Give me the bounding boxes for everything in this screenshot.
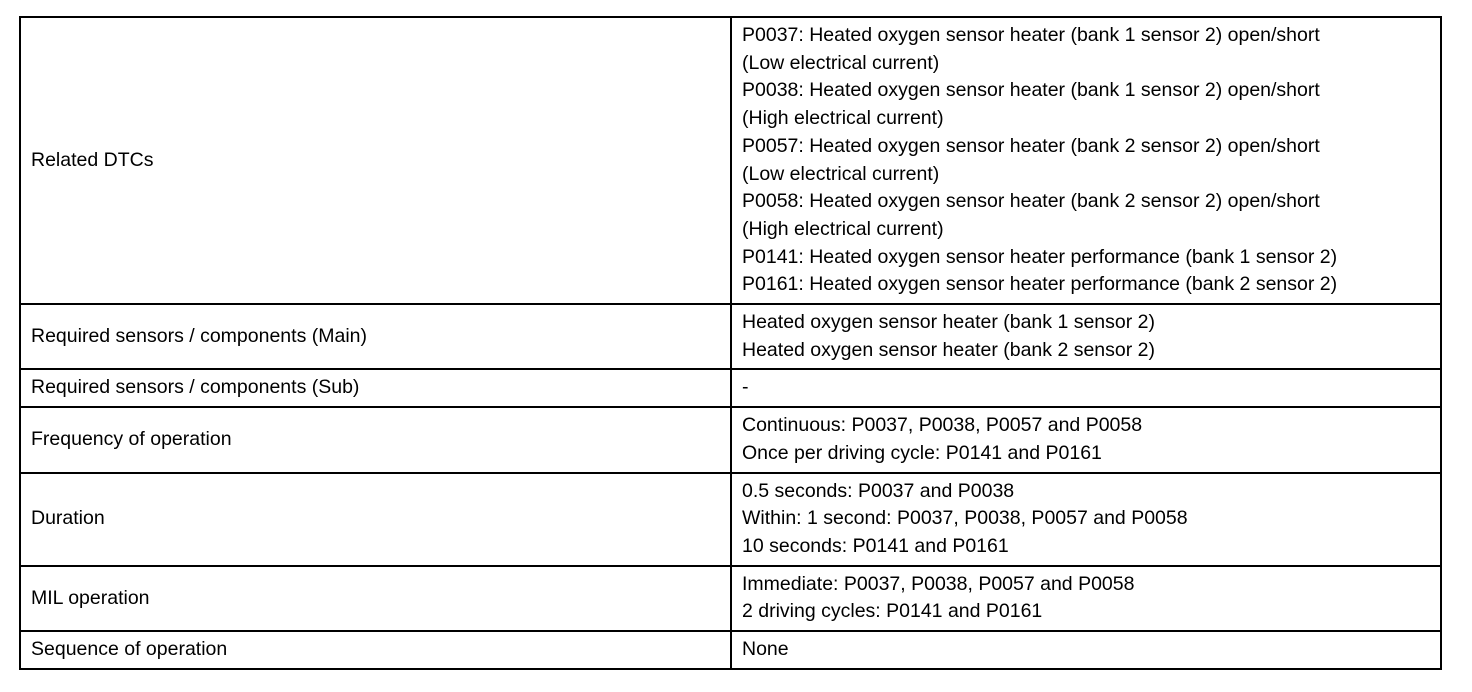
row-value-required-main (731, 304, 1441, 369)
value-line: Immediate: P0037, P0038, P0057 and P0058 (742, 572, 1135, 595)
value-line: None (742, 638, 789, 661)
value-line: 10 seconds: P0141 and P0161 (742, 534, 1009, 557)
row-label-mil-operation: MIL operation (20, 566, 731, 631)
table-row-required-main (20, 304, 1441, 369)
value-line: 2 driving cycles: P0141 and P0161 (742, 600, 1043, 623)
table-row-duration (20, 473, 1441, 566)
row-value-mil-operation (731, 566, 1441, 631)
table-row-related-dtcs (20, 17, 1441, 304)
table-row-required-sub (20, 369, 1441, 407)
value-line: Heated oxygen sensor heater (bank 1 sensor 2) (742, 311, 1155, 334)
dtc-spec-table-body (20, 17, 1441, 669)
value-line: - (742, 376, 749, 399)
row-label-frequency: Frequency of operation (20, 407, 731, 472)
row-value-required-sub (731, 369, 1441, 407)
row-value-frequency (731, 407, 1441, 472)
value-line: Once per driving cycle: P0141 and P0161 (742, 441, 1102, 464)
value-line: Heated oxygen sensor heater (bank 2 sensor 2) (742, 338, 1155, 361)
value-line: (High electrical current) (742, 107, 944, 130)
value-line: P0037: Heated oxygen sensor heater (bank 1 sensor 2) open/short (742, 24, 1320, 46)
row-label-sequence: Sequence of operation (20, 631, 731, 669)
row-value-sequence (731, 631, 1441, 669)
table-row-sequence (20, 631, 1441, 669)
table-row-frequency (20, 407, 1441, 472)
row-label-duration: Duration (20, 473, 731, 566)
value-line: P0161: Heated oxygen sensor heater performance (bank 2 sensor 2) (742, 273, 1338, 296)
row-label-required-sub: Required sensors / components (Sub) (20, 369, 731, 407)
value-line: 0.5 seconds: P0037 and P0038 (742, 479, 1015, 502)
value-line: P0058: Heated oxygen sensor heater (bank 2 sensor 2) open/short (742, 190, 1320, 213)
value-line: (Low electrical current) (742, 51, 940, 74)
row-label-required-main: Required sensors / components (Main) (20, 304, 731, 369)
value-line: Continuous: P0037, P0038, P0057 and P0058 (742, 414, 1143, 437)
value-line: P0141: Heated oxygen sensor heater performance (bank 1 sensor 2) (742, 245, 1338, 268)
row-value-duration (731, 473, 1441, 566)
value-line: P0057: Heated oxygen sensor heater (bank 2 sensor 2) open/short (742, 134, 1320, 157)
row-value-related-dtcs (731, 17, 1441, 304)
row-label-related-dtcs: Related DTCs (20, 17, 731, 304)
value-line: (Low electrical current) (742, 162, 940, 185)
value-line: (High electrical current) (742, 217, 944, 240)
value-line: Within: 1 second: P0037, P0038, P0057 and P0058 (742, 507, 1188, 530)
dtc-spec-table (19, 16, 1442, 670)
table-row-mil-operation (20, 566, 1441, 631)
value-line: P0038: Heated oxygen sensor heater (bank 1 sensor 2) open/short (742, 79, 1320, 102)
